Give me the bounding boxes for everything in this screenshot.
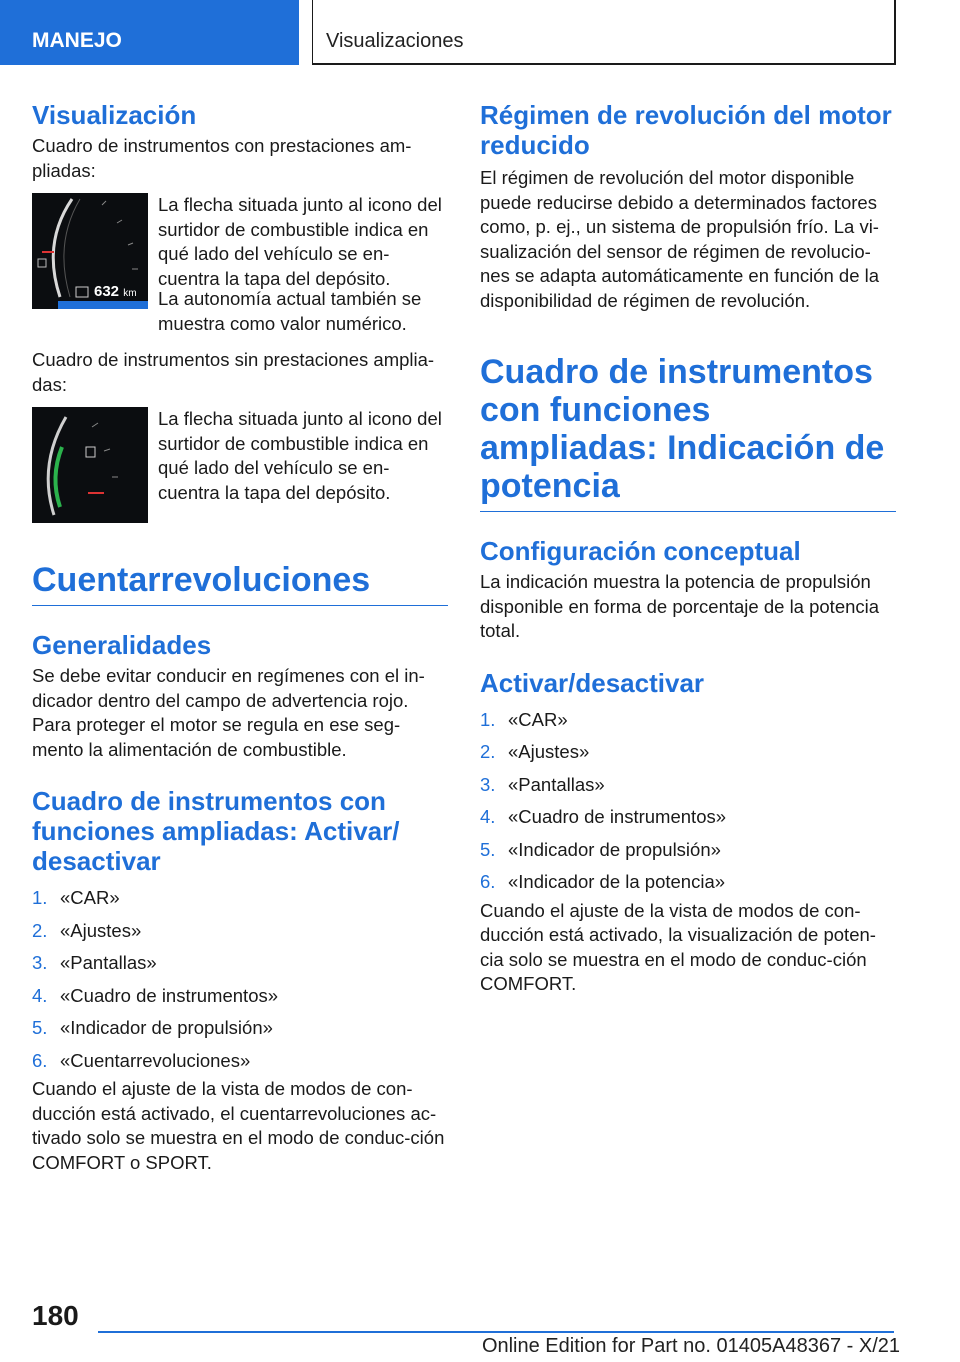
list-item: 2. «Ajustes» [480, 741, 590, 762]
instrument-cluster-image-1 [32, 193, 148, 309]
list-item: 3. «Pantallas» [32, 952, 157, 973]
list-item: 5. «Indicador de propulsión» [480, 838, 721, 860]
list-item: 1. «CAR» [32, 887, 120, 908]
para-autonomia: La autonomía actual también se muestra como valor numérico. [158, 288, 422, 334]
heading-cuentarrevoluciones: Cuentarrevoluciones [32, 561, 448, 606]
para-final-left: Cuando el ajuste de la vista de modos de con-ducción está activado, el cuentarrevoluciones ac-tivado solo se muestra en el modo de conduc-ción COMFORT o SPORT. [32, 1078, 445, 1173]
heading-generalidades: Generalidades [32, 630, 212, 660]
list-item: 5. «Indicador de propulsión» [32, 1017, 273, 1038]
list-item: 4. «Cuadro de instrumentos» [32, 984, 279, 1006]
heading-visualizacion: Visualización [32, 100, 197, 130]
edition-text: Online Edition for Part no. 01405A48367 - X/21 [481, 1335, 900, 1357]
heading-configuracion: Configuración conceptual [480, 536, 801, 566]
heading-regimen: Régimen de revolución del motor reducido [480, 100, 892, 160]
list-item: 4. «Cuadro de instrumentos» [480, 806, 727, 827]
list-item: 1. «CAR» [480, 708, 568, 730]
range-value: 632 [94, 283, 120, 300]
left-column [32, 100, 448, 1175]
para-regimen: El régimen de revolución del motor disponible puede reducirse debido a determinados factores como, p. ej., un sistema de propulsión frío. La vi-sualización del sensor de régimen de revolucio-nes se adapta automáticamente en función de la disponibilidad de régimen de revolución. [480, 167, 880, 311]
heading-activar-cuentarrevoluciones: Cuadro de instrumentos con funciones ampliadas: Activar/ desactivar [32, 786, 400, 876]
list-item: 6. «Cuentarrevoluciones» [32, 1049, 251, 1071]
para-final-right: Cuando el ajuste de la vista de modos de con-ducción está activado, la visualización de poten-cia solo se muestra en el modo de conduc-ción COMFORT. [480, 899, 876, 994]
gauge-icon [32, 407, 148, 523]
range-unit: km [123, 288, 137, 299]
list-item: 2. «Ajustes» [32, 919, 142, 941]
page-number: 180 [32, 1300, 79, 1331]
figure-row-2 [32, 407, 448, 523]
list-item: 3. «Pantallas» [480, 773, 605, 795]
list-item: 6. «Indicador de la potencia» [480, 871, 726, 892]
steps-list-left [32, 882, 448, 1077]
para-configuracion: La indicación muestra la potencia de propulsión disponible en forma de porcentaje de la potencia total. [480, 571, 880, 641]
heading-activar-potencia: Activar/desactivar [480, 667, 705, 698]
para-con-prestaciones: Cuadro de instrumentos con prestaciones am-pliadas: [32, 135, 412, 181]
para-generalidades: Se debe evitar conducir en regímenes con el in-dicador dentro del campo de advertencia rojo. Para proteger el motor se regula en ese seg-mento la alimentación de combustible. [32, 665, 425, 760]
instrument-cluster-image-2 [32, 407, 148, 523]
figure-caption-2: La flecha situada junto al icono del surtidor de combustible indica en qué lado del vehículo se en-cuentra la tapa del depósito. [158, 408, 442, 503]
chapter-tab: MANEJO [0, 0, 299, 65]
para-sin-prestaciones: Cuadro de instrumentos sin prestaciones amplia-das: [32, 349, 435, 395]
steps-list-right [480, 704, 896, 899]
figure-caption-1: La flecha situada junto al icono del surtidor de combustible indica en qué lado del vehículo se en-cuentra la tapa del depósito. [158, 194, 442, 289]
footer-divider [98, 1331, 894, 1333]
right-column [480, 100, 896, 997]
heading-indicacion-potencia: Cuadro de instrumentos con funciones ampliadas: Indicación de potencia [480, 353, 896, 512]
section-title: Visualizaciones [312, 0, 896, 65]
